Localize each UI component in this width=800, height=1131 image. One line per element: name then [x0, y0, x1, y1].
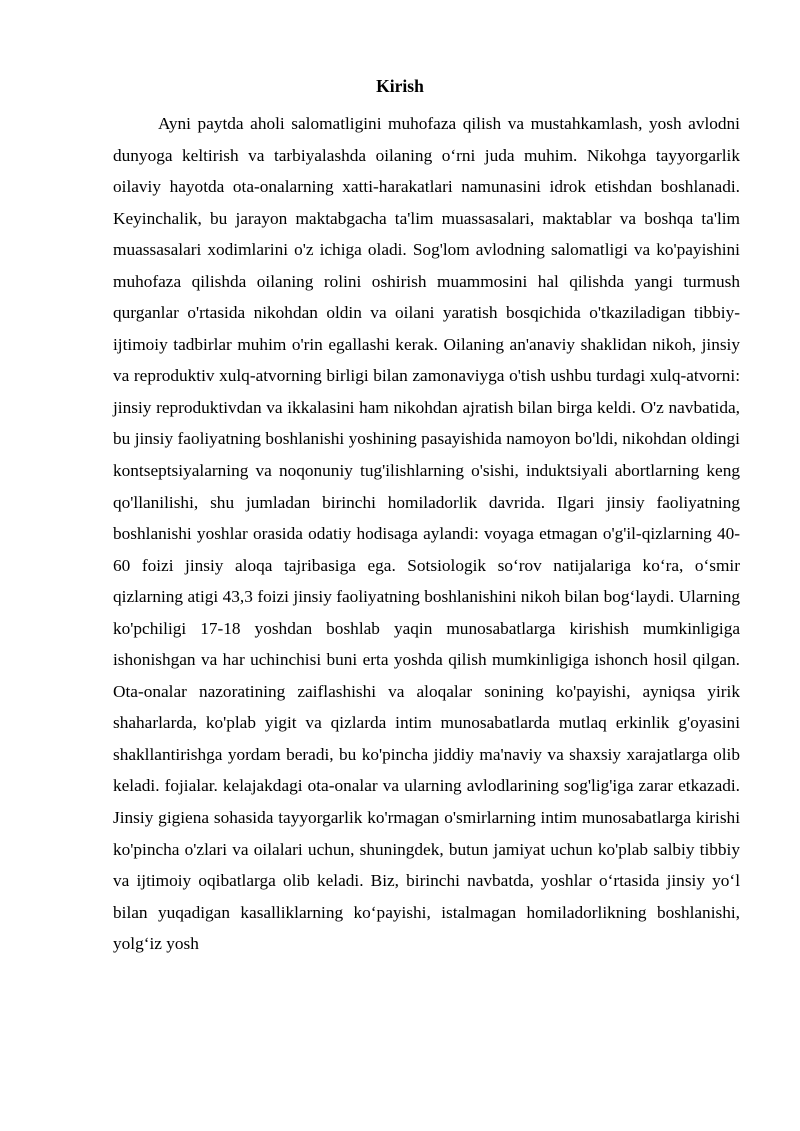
body-paragraph: Ayni paytda aholi salomatligini muhofaza qilish va mustahkamlash, yosh avlodni dunyoga keltirish va tarbiyalashda oilaning o‘rni juda muhim. Nikohga tayyorgarlik oilaviy hayotda ota-onalarning xatti-harakatlari namunasini idrok etishdan boshlanadi. Keyinchalik, bu jarayon maktabgacha ta'lim muassasalari, maktablar va boshqa ta'lim muassasalari xodimlarini o'z ichiga oladi. Sog'lom avlodning salomatligi va ko'payishini muhofaza qilishda oilaning rolini oshirish muammosini hal qilishda yangi turmush qurganlar o'rtasida nikohdan oldin va oilani yaratish bosqichida o'tkaziladigan tibbiy-ijtimoiy tadbirlar muhim o'rin egallashi kerak. Oilaning an'anaviy shaklidan nikoh, jinsiy va reproduktiv xulq-atvorning birligi bilan zamonaviyga o'tish ushbu turdagi xulq-atvorni: jinsiy reproduktivdan va ikkalasini ham nikohdan ajratish bilan birga keldi. O'z navbatida, bu jinsiy faoliyatning boshlanishi yoshining pasayishida namoyon bo'ldi, nikohdan oldingi kontseptsiyalarning va noqonuniy tug'ilishlarning o'sishi, induktsiyali abortlarning keng qo'llanilishi, shu jumladan birinchi homiladorlik davrida. Ilgari jinsiy faoliyatning boshlanishi yoshlar orasida odatiy hodisaga aylandi: voyaga etmagan o'g'il-qizlarning 40-60 foizi jinsiy aloqa tajribasiga ega. Sotsiologik so‘rov natijalariga ko‘ra, o‘smir qizlarning atigi 43,3 foizi jinsiy faoliyatning boshlanishini nikoh bilan bog‘laydi. Ularning ko'pchiligi 17-18 yoshdan boshlab yaqin munosabatlarga kirishish mumkinligiga ishonishgan va har uchinchisi buni erta yoshda qilish mumkinligiga ishonch hosil qilgan. Ota-onalar nazoratining zaiflashishi va aloqalar sonining ko'payishi, ayniqsa yirik shaharlarda, ko'plab yigit va qizlarda intim munosabatlarda mutlaq erkinlik g'oyasini shakllantirishga yordam beradi, bu ko'pincha jiddiy ma'naviy va shaxsiy xarajatlarga olib keladi. fojialar. kelajakdagi ota-onalar va ularning avlodlarining sog'lig'iga zarar etkazadi. Jinsiy gigiena sohasida tayyorgarlik ko'rmagan o'smirlarning intim munosabatlarga kirishi ko'pincha o'zlari va oilalari uchun, shuningdek, butun jamiyat uchun ko'plab salbiy tibbiy va ijtimoiy oqibatlarga olib keladi. Biz, birinchi navbatda, yoshlar o‘rtasida jinsiy yo‘l bilan yuqadigan kasalliklarning ko‘payishi, istalmagan homiladorlikning boshlanishi, yolg‘iz yosh — [113, 114, 740, 954]
page-title: Kirish — [376, 76, 424, 96]
